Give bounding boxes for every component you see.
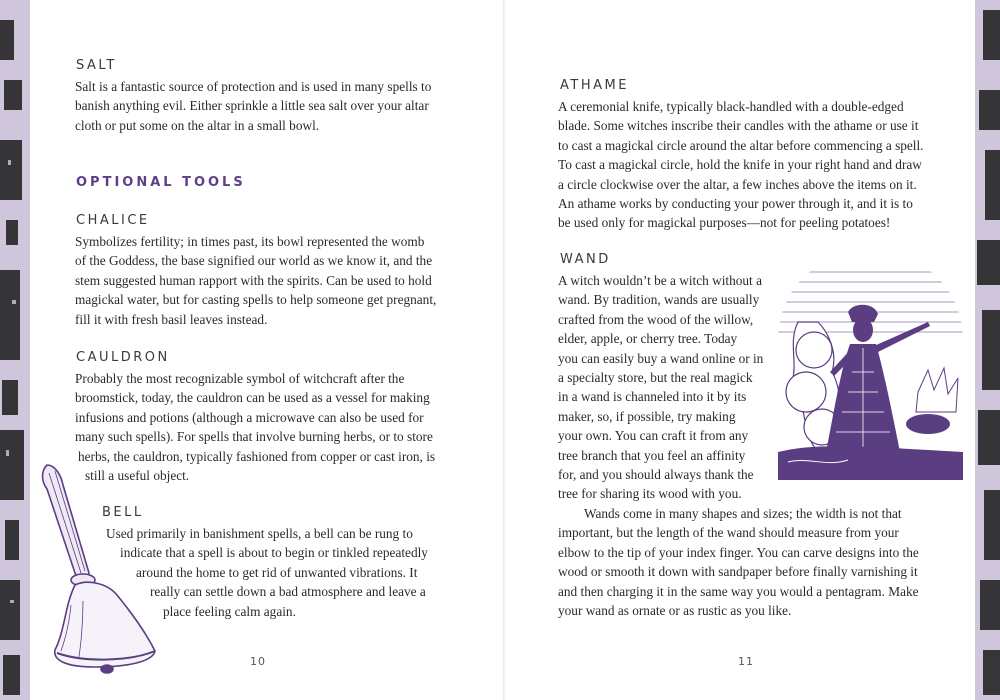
bell-line: Used primarily in banishment spells, a bell can be rung to [106,526,413,541]
athame-line: An athame works by conducting your power through it, and it is to [558,196,913,212]
salt-line: banish anything evil. Either sprinkle a little sea salt over your altar [75,98,429,114]
athame-line: be used only for magickal purposes—not for peeling potatoes! [558,215,891,231]
wand-heading: WAND [560,252,611,267]
cauldron-line: herbs, the cauldron, typically fashioned from copper or cast iron, is [78,448,436,464]
book-gutter [503,0,506,700]
wand-line: your own. You can craft it from any [558,428,749,444]
cauldron-line: Probably the most recognizable symbol of witchcraft after the [75,371,405,386]
wand-line: tree for sharing its wood with you. [558,486,742,502]
wand-line: elder, apple, or cherry tree. Today [558,331,738,347]
salt-line: cloth or put some on the altar in a small bowl. [75,117,320,133]
wand-line: elbow to the tip of your index finger. You can carve designs into the [558,544,919,560]
salt-line: Salt is a fantastic source of protection and is used in many spells to [75,79,432,94]
wand-line: wood or smooth it down with sandpaper before finally varnishing it [558,564,918,580]
chalice-text [75,232,436,329]
left-page-edge-texture [0,0,30,700]
bell-illustration-icon [35,455,165,685]
athame-line: a circle clockwise over the altar, a few inches above the items on it. [558,176,917,192]
page-number-left: 10 [250,655,266,668]
optional-tools-heading: OPTIONAL TOOLS [76,175,246,190]
athame-line: To cast a magickal circle, hold the knife in your right hand and draw [558,157,922,173]
athame-line: blade. Some witches inscribe their candles with the athame or use it [558,118,919,134]
bell-line: indicate that a spell is about to begin or tinkled repeatedly [120,545,428,561]
wand-line: you can easily buy a wand online or in [558,350,764,366]
wand-text-narrow [558,271,763,504]
chalice-line: of the Goddess, the base signified our world as we know it, and the [75,253,433,269]
wand-line: a specialty store, but the real magick [558,370,753,386]
wand-line: maker, so, if possible, try making [558,408,736,424]
wand-line: and then charging it in the same way you would a pentagram. Make [558,583,919,599]
right-page-edge-texture [975,0,1000,700]
wand-line: Wands come in many shapes and sizes; the width is not that [584,506,902,521]
cauldron-line: still a useful object. [85,468,190,484]
wand-line: your wand as ornate or as rustic as you like. [558,603,792,619]
chalice-line: stem suggested human rapport with the spirits. Can be used to hold [75,272,432,288]
salt-text [75,77,431,135]
cauldron-line: broomstick, today, the cauldron can be used as a vessel for making [75,390,430,406]
wand-line: in a wand is channeled into it by its [558,389,747,405]
page-number-right: 11 [738,655,754,668]
chalice-line: magickal water, but for casting spells to help someone get pregnant, [75,292,437,308]
bell-line: really can settle down a bad atmosphere and leave a [150,584,426,600]
athame-text [558,97,924,233]
wand-line: A witch wouldn’t be a witch without a [558,273,762,288]
chalice-line: Symbolizes fertility; in times past, its bowl represented the womb [75,234,425,249]
wand-line: crafted from the wood of the willow, [558,311,754,327]
wand-text-full [558,504,919,620]
cauldron-line: many such spells). For spells that involve burning herbs, or to store [75,429,433,445]
cauldron-line: infusions and potions (although a microwave can also be used for [75,409,424,425]
wand-line: for, and you should always thank the [558,467,754,483]
chalice-heading: CHALICE [76,213,150,228]
chalice-line: fill it with fresh basil leaves instead. [75,311,268,327]
wand-line: important, but the length of the wand should measure from your [558,525,899,541]
salt-heading: SALT [76,58,117,73]
wand-line: wand. By tradition, wands are usually [558,292,760,308]
wand-line: tree branch that you feel an affinity [558,447,746,463]
bell-line: around the home to get rid of unwanted vibrations. It [136,564,418,580]
bell-line: place feeling calm again. [163,603,296,619]
athame-line: A ceremonial knife, typically black-handled with a double-edged [558,99,904,114]
bell-heading: BELL [102,505,144,520]
witch-with-wand-illustration-icon [778,252,963,480]
athame-line: to cast a magickal circle around the altar before commencing a spell. [558,137,924,153]
athame-heading: ATHAME [560,78,629,93]
cauldron-heading: CAULDRON [76,350,170,365]
